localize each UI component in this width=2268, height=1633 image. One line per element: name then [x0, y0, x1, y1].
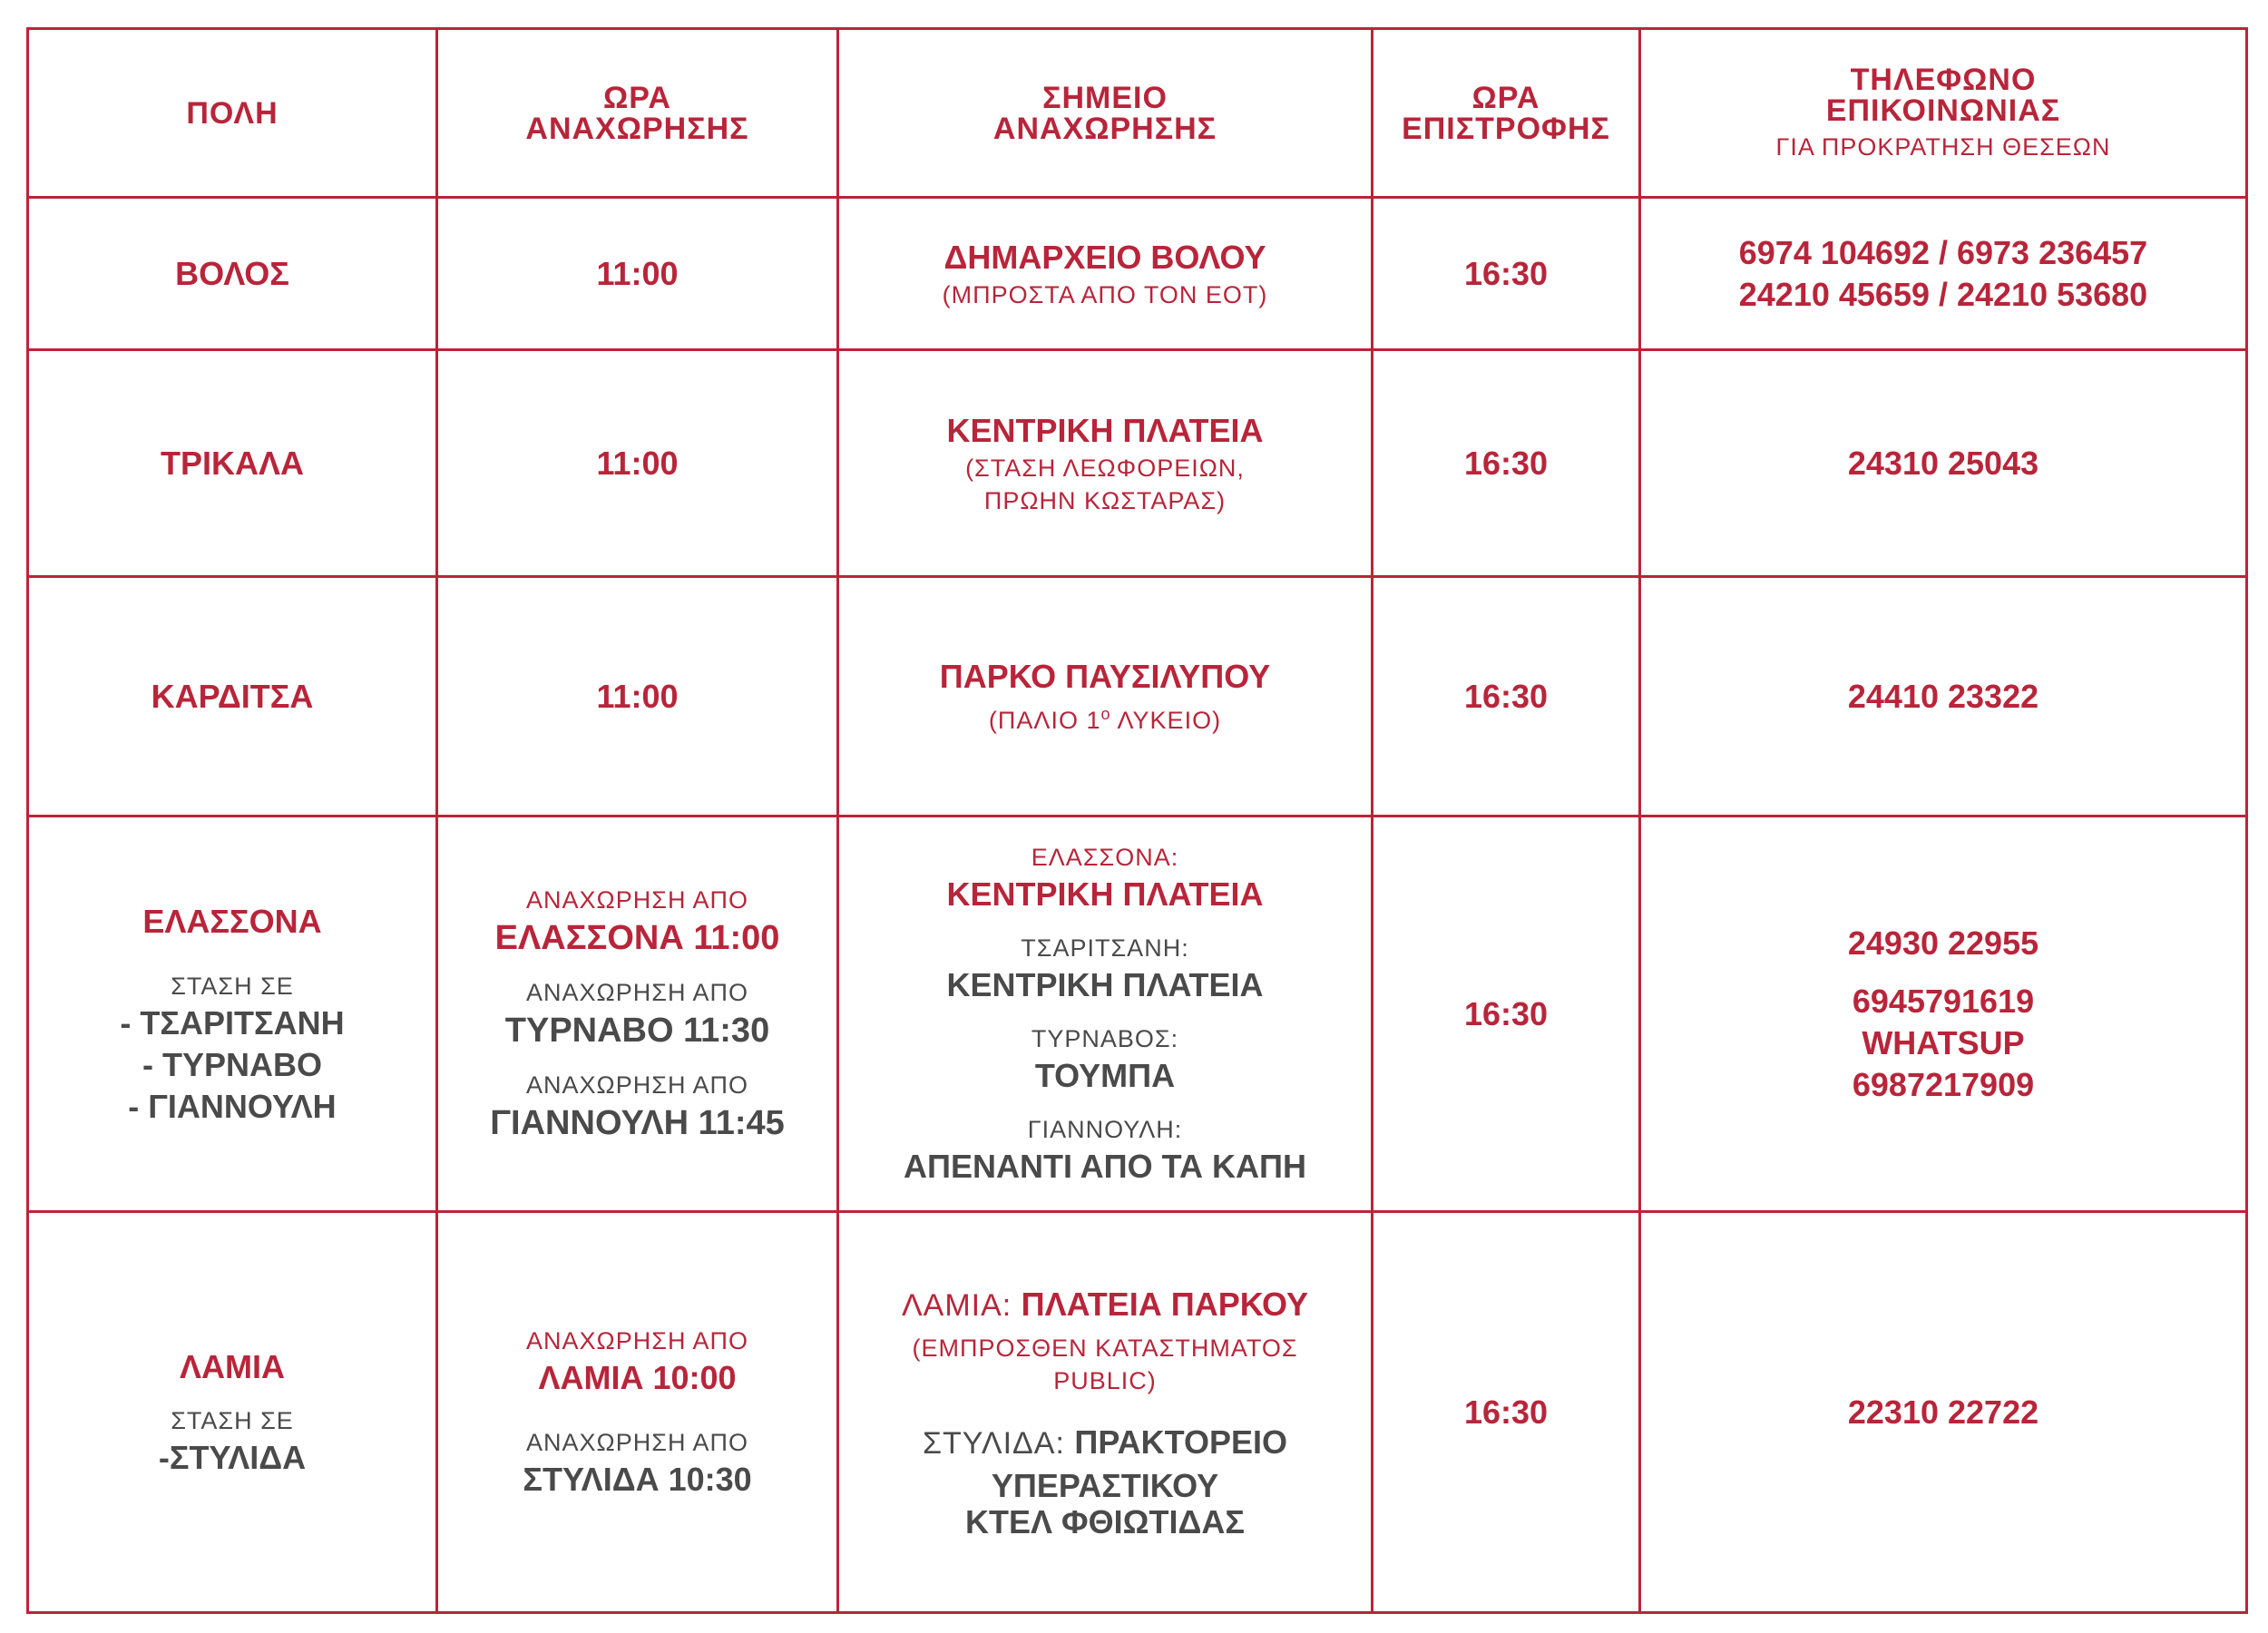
departure-label: ΑΝΑΧΩΡΗΣΗ ΑΠΟ [526, 978, 748, 1006]
return-cell [1373, 816, 1640, 1212]
stops-label: ΣΤΑΣΗ ΣΕ [171, 972, 294, 1000]
departure-time: ΓΙΑΝΝΟΥΛΗ 11:45 [490, 1103, 785, 1142]
phone-number: 22310 22722 [1847, 1393, 2039, 1431]
city-name: ΛΑΜΙΑ [180, 1347, 285, 1385]
table-row [28, 198, 2247, 350]
phone-number: 24210 45659 / 24210 53680 [1738, 275, 2148, 313]
departure-time: 11:00 [596, 677, 679, 715]
spacer [40, 1388, 425, 1404]
departure-point: ΤΟΥΜΠΑ [1034, 1056, 1176, 1094]
departure-time: ΣΤΥΛΙΔΑ 10:30 [523, 1460, 752, 1498]
point-line [850, 1285, 1360, 1332]
point-label: ΤΣΑΡΙΤΣΑΝΗ: [1021, 934, 1189, 962]
point-cell [838, 198, 1373, 350]
spacer [449, 1399, 826, 1426]
point-label: ΛΑΜΙΑ: [901, 1287, 1022, 1323]
point-cell [838, 350, 1373, 577]
city-name: ΒΟΛΟΣ [175, 254, 289, 292]
table-row [28, 1212, 2247, 1613]
city-name: ΕΛΑΣΣΟΝΑ [142, 902, 322, 940]
city-cell [28, 198, 437, 350]
spacer [449, 960, 826, 976]
departure-cell [437, 198, 838, 350]
header-departure-time-line1: ΩΡΑ [603, 80, 671, 115]
phone-cell [1640, 198, 2247, 350]
stops-label: ΣΤΑΣΗ ΣΕ [171, 1406, 294, 1434]
point-line [850, 1424, 1360, 1468]
spacer [40, 943, 425, 970]
departure-point: ΠΛΑΤΕΙΑ ΠΑΡΚΟΥ [1021, 1285, 1309, 1323]
departure-time: 11:00 [596, 444, 679, 482]
departure-point: ΠΑΡΚΟ ΠΑΥΣΙΛΥΠΟΥ [939, 658, 1271, 695]
note-superscript: ο [1100, 705, 1111, 723]
departure-cell [437, 1212, 838, 1613]
table-row [28, 577, 2247, 816]
departure-cell [437, 577, 838, 816]
header-departure-point [838, 29, 1373, 198]
point-cell [838, 816, 1373, 1212]
note-text: (ΠΑΛΙΟ 1 [988, 707, 1101, 734]
departure-time: ΛΑΜΙΑ 10:00 [538, 1358, 737, 1396]
table-row [28, 350, 2247, 577]
departure-point-note: (ΕΜΠΡΟΣΘΕΝ ΚΑΤΑΣΤΗΜΑΤΟΣ [912, 1334, 1298, 1362]
return-time: 16:30 [1463, 677, 1549, 715]
stop-name: -ΣΤΥΛΙΔΑ [158, 1438, 307, 1476]
city-cell [28, 577, 437, 816]
header-row [28, 29, 2247, 198]
header-city-label: ΠΟΛΗ [186, 95, 279, 131]
return-time: 16:30 [1463, 254, 1549, 292]
stop-name: - ΤΣΑΡΙΤΣΑΝΗ [120, 1003, 345, 1041]
phone-cell [1640, 350, 2247, 577]
point-cell [838, 577, 1373, 816]
return-time: 16:30 [1463, 1393, 1549, 1431]
table-row [28, 816, 2247, 1212]
phone-number: 6974 104692 / 6973 236457 [1738, 233, 2148, 271]
header-city [28, 29, 437, 198]
point-label: ΤΥΡΝΑΒΟΣ: [1031, 1024, 1179, 1052]
note-text: ΛΥΚΕΙΟ) [1110, 707, 1222, 734]
departure-time: 11:00 [596, 254, 679, 292]
whatsapp-label: WHATSUP [1862, 1023, 2025, 1061]
header-departure-point-line1: ΣΗΜΕΙΟ [1042, 80, 1168, 115]
point-cell [838, 1212, 1373, 1613]
spacer [850, 915, 1360, 932]
departure-point-note: (ΜΠΡΟΣΤΑ ΑΠΟ ΤΟΝ ΕΟΤ) [942, 280, 1268, 308]
point-label: ΕΛΑΣΣΟΝΑ: [1031, 843, 1179, 871]
header-return-time [1373, 29, 1640, 198]
phone-cell [1640, 1212, 2247, 1613]
departure-point: ΥΠΕΡΑΣΤΙΚΟΥ [991, 1466, 1219, 1504]
header-return-time-line2: ΕΠΙΣΤΡΟΦΗΣ [1402, 111, 1610, 146]
header-departure-point-line2: ΑΝΑΧΩΡΗΣΗΣ [992, 111, 1217, 146]
return-cell [1373, 1212, 1640, 1613]
departure-point-note: ΠΡΩΗΝ ΚΩΣΤΑΡΑΣ) [983, 486, 1227, 514]
departure-point: ΑΠΕΝΑΝΤΙ ΑΠΟ ΤΑ ΚΑΠΗ [904, 1147, 1306, 1185]
spacer [449, 1052, 826, 1069]
city-name: ΚΑΡΔΙΤΣΑ [151, 677, 314, 715]
phone-cell [1640, 816, 2247, 1212]
phone-number: 24930 22955 [1847, 924, 2039, 962]
city-cell [28, 1212, 437, 1613]
phone-number: 6945791619 [1852, 982, 2035, 1020]
header-phone [1640, 29, 2247, 198]
spacer [1652, 964, 2234, 981]
header-departure-time [437, 29, 838, 198]
return-time: 16:30 [1463, 444, 1549, 482]
stop-name: - ΤΥΡΝΑΒΟ [142, 1045, 322, 1083]
departure-label: ΑΝΑΧΩΡΗΣΗ ΑΠΟ [526, 885, 748, 914]
spacer [850, 1397, 1360, 1424]
departure-point: ΚΕΝΤΡΙΚΗ ΠΛΑΤΕΙΑ [946, 965, 1264, 1003]
departure-cell [437, 350, 838, 577]
departure-cell [437, 816, 838, 1212]
return-cell [1373, 350, 1640, 577]
city-cell [28, 350, 437, 577]
departure-point: ΚΤΕΛ ΦΘΙΩΤΙΔΑΣ [965, 1502, 1245, 1540]
departure-point: ΚΕΝΤΡΙΚΗ ΠΛΑΤΕΙΑ [946, 411, 1264, 449]
header-phone-line2: ΕΠΙΚΟΙΝΩΝΙΑΣ [1825, 93, 2061, 128]
departure-label: ΑΝΑΧΩΡΗΣΗ ΑΠΟ [526, 1428, 748, 1456]
header-return-time-line1: ΩΡΑ [1471, 80, 1540, 115]
point-label: ΓΙΑΝΝΟΥΛΗ: [1027, 1115, 1183, 1143]
spacer [850, 1006, 1360, 1022]
departure-time: ΕΛΑΣΣΟΝΑ 11:00 [494, 918, 780, 957]
spacer [850, 1097, 1360, 1113]
phone-cell [1640, 577, 2247, 816]
return-cell [1373, 577, 1640, 816]
phone-number: 24310 25043 [1847, 444, 2039, 482]
point-label: ΣΤΥΛΙΔΑ: [922, 1425, 1075, 1461]
header-departure-time-line2: ΑΝΑΧΩΡΗΣΗΣ [525, 111, 749, 146]
departure-point: ΚΕΝΤΡΙΚΗ ΠΛΑΤΕΙΑ [946, 875, 1264, 913]
city-cell [28, 816, 437, 1212]
departure-point-note [850, 698, 1360, 737]
phone-number: 24410 23322 [1847, 677, 2039, 715]
header-phone-subtitle: ΓΙΑ ΠΡΟΚΡΑΤΗΣΗ ΘΕΣΕΩΝ [1775, 133, 2111, 161]
schedule-table [26, 27, 2248, 1614]
departure-point: ΠΡΑΚΤΟΡΕΙΟ [1074, 1423, 1288, 1461]
header-phone-line1: ΤΗΛΕΦΩΝΟ [1850, 63, 2037, 97]
departure-label: ΑΝΑΧΩΡΗΣΗ ΑΠΟ [526, 1071, 748, 1099]
departure-label: ΑΝΑΧΩΡΗΣΗ ΑΠΟ [526, 1326, 748, 1354]
city-name: ΤΡΙΚΑΛΑ [160, 444, 304, 482]
stop-name: - ΓΙΑΝΝΟΥΛΗ [128, 1087, 337, 1125]
departure-point: ΔΗΜΑΡΧΕΙΟ ΒΟΛΟΥ [943, 238, 1266, 276]
return-cell [1373, 198, 1640, 350]
departure-point-note: PUBLIC) [1053, 1366, 1157, 1394]
phone-number: 6987217909 [1852, 1065, 2035, 1103]
departure-point-note: (ΣΤΑΣΗ ΛΕΩΦΟΡΕΙΩΝ, [965, 454, 1245, 482]
departure-time: ΤΥΡΝΑΒΟ 11:30 [504, 1011, 770, 1050]
return-time: 16:30 [1463, 994, 1549, 1032]
